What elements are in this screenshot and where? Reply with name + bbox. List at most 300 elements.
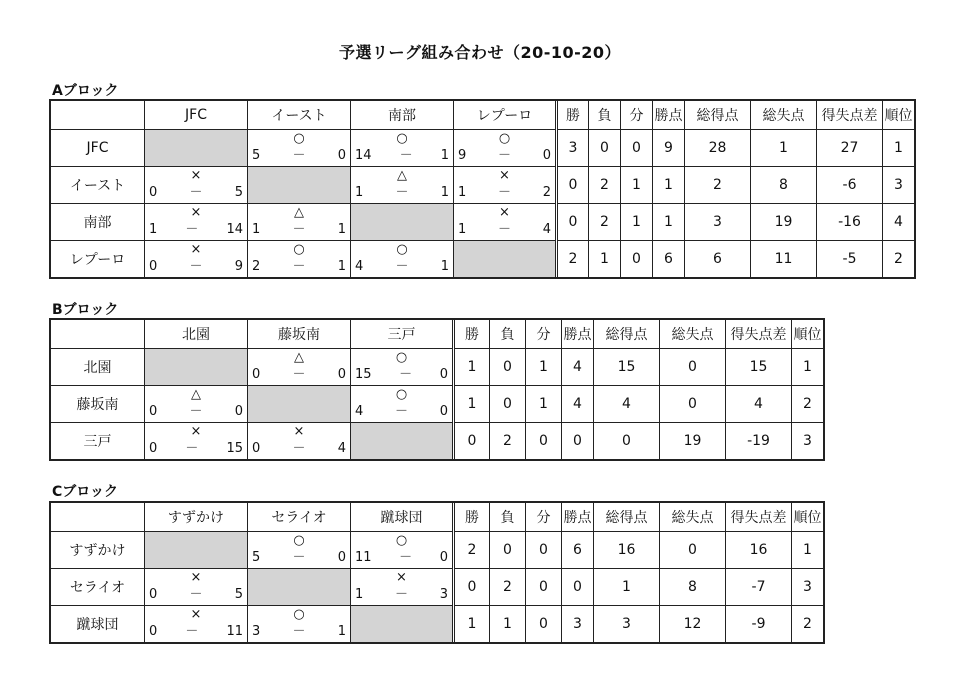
stat-cell: 4 — [562, 349, 594, 386]
block-c-table — [50, 502, 824, 643]
result-mark: △ — [397, 168, 407, 183]
stat-cell: 9 — [653, 130, 685, 167]
block-a-label: Aブロック — [52, 83, 119, 99]
self-match-cell — [145, 532, 248, 569]
goals-for: 1 — [149, 222, 158, 237]
stat-header: 総得点 — [685, 101, 751, 130]
self-match-cell — [248, 569, 351, 606]
team-row — [51, 130, 915, 167]
stat-cell: 3 — [562, 606, 594, 643]
match-result-cell — [248, 423, 351, 460]
goals-for: 0 — [149, 587, 158, 602]
stat-cell: 0 — [589, 130, 621, 167]
stat-cell: 1 — [751, 130, 817, 167]
score-dash: － — [399, 550, 413, 565]
score-dash: － — [292, 148, 306, 163]
result-mark: ○ — [498, 131, 511, 146]
result-mark: ○ — [395, 387, 408, 402]
match-result-cell — [351, 167, 454, 204]
match-result-cell — [145, 204, 248, 241]
match-result-cell — [145, 386, 248, 423]
stat-cell: 2 — [490, 569, 526, 606]
stat-cell: 2 — [685, 167, 751, 204]
self-match-cell — [351, 423, 454, 460]
stat-cell: 0 — [526, 532, 562, 569]
match-result-cell — [454, 204, 557, 241]
match-score — [149, 186, 243, 200]
stat-cell: 3 — [594, 606, 660, 643]
stat-cell: 4 — [883, 204, 915, 241]
result-mark: × — [499, 168, 510, 183]
score-dash: － — [185, 222, 199, 237]
team-row — [51, 241, 915, 278]
row-team-name: 三戸 — [51, 423, 145, 460]
stat-cell: 6 — [653, 241, 685, 278]
stat-cell: 0 — [526, 606, 562, 643]
match-result-cell — [145, 167, 248, 204]
goals-against: 9 — [234, 259, 243, 274]
stat-header: 分 — [526, 320, 562, 349]
goals-against: 1 — [337, 222, 346, 237]
block-a-table — [50, 100, 915, 278]
stat-cell: 8 — [751, 167, 817, 204]
stat-cell: 0 — [454, 423, 490, 460]
stat-cell: 0 — [660, 349, 726, 386]
goals-for: 0 — [149, 185, 158, 200]
stat-header: 勝点 — [562, 503, 594, 532]
match-score — [149, 405, 243, 419]
stat-cell: 3 — [685, 204, 751, 241]
column-team-header: レプーロ — [454, 101, 557, 130]
goals-for: 9 — [458, 148, 467, 163]
stat-cell: 3 — [883, 167, 915, 204]
match-result-cell — [351, 349, 454, 386]
stat-header: 順位 — [792, 503, 824, 532]
goals-for: 0 — [149, 624, 158, 639]
match-score — [149, 223, 243, 237]
block-b-label: Bブロック — [52, 302, 119, 318]
match-result-cell — [351, 386, 454, 423]
column-team-header: 蹴球団 — [351, 503, 454, 532]
goals-for: 3 — [252, 624, 261, 639]
result-mark: ○ — [396, 242, 408, 257]
goals-against: 1 — [440, 185, 449, 200]
team-row — [51, 349, 824, 386]
goals-against: 0 — [337, 367, 346, 382]
stat-cell: 1 — [454, 386, 490, 423]
column-team-header: セライオ — [248, 503, 351, 532]
match-result-cell — [248, 204, 351, 241]
column-team-header: すずかけ — [145, 503, 248, 532]
result-mark: △ — [294, 350, 304, 365]
match-result-cell — [248, 606, 351, 643]
stat-cell: 2 — [792, 606, 824, 643]
goals-for: 2 — [252, 259, 261, 274]
result-mark: ○ — [293, 131, 305, 146]
stat-cell: 4 — [726, 386, 792, 423]
result-mark: △ — [294, 205, 304, 220]
result-mark: × — [190, 424, 202, 439]
match-result-cell — [248, 241, 351, 278]
stat-cell: 1 — [589, 241, 621, 278]
stat-header: 得失点差 — [817, 101, 883, 130]
match-result-cell — [145, 423, 248, 460]
result-mark: × — [499, 205, 510, 220]
row-team-name: セライオ — [51, 569, 145, 606]
match-score — [149, 260, 243, 274]
stat-cell: 15 — [594, 349, 660, 386]
match-score — [355, 186, 449, 200]
stat-cell: -19 — [726, 423, 792, 460]
stat-cell: 1 — [454, 606, 490, 643]
stat-cell: 1 — [454, 349, 490, 386]
result-mark: × — [190, 570, 202, 585]
stat-header: 総失点 — [751, 101, 817, 130]
goals-for: 11 — [355, 550, 372, 565]
stat-cell: 6 — [685, 241, 751, 278]
goals-for: 5 — [252, 148, 261, 163]
match-result-cell — [248, 349, 351, 386]
score-dash: － — [292, 550, 306, 565]
goals-against: 0 — [439, 550, 448, 565]
match-score — [458, 149, 551, 163]
match-score — [149, 625, 243, 639]
match-score — [355, 149, 449, 163]
goals-against: 5 — [234, 185, 243, 200]
stat-cell: 15 — [726, 349, 792, 386]
match-result-cell — [351, 569, 454, 606]
goals-against: 0 — [439, 404, 448, 419]
stat-header: 負 — [490, 320, 526, 349]
match-result-cell — [454, 167, 557, 204]
goals-against: 1 — [440, 148, 449, 163]
score-dash: － — [292, 441, 306, 456]
match-score — [252, 368, 346, 382]
score-dash: － — [189, 587, 203, 602]
goals-for: 1 — [252, 222, 261, 237]
result-mark: ○ — [293, 533, 305, 548]
stat-header: 順位 — [792, 320, 824, 349]
score-dash: － — [189, 259, 203, 274]
team-row — [51, 423, 824, 460]
stat-cell: 19 — [660, 423, 726, 460]
self-match-cell — [351, 204, 454, 241]
match-score — [252, 551, 346, 565]
goals-for: 15 — [355, 367, 372, 382]
match-score — [355, 260, 449, 274]
goals-against: 0 — [337, 148, 346, 163]
corner-cell — [51, 503, 145, 532]
column-team-header: JFC — [145, 101, 248, 130]
stat-cell: 1 — [526, 386, 562, 423]
self-match-cell — [454, 241, 557, 278]
team-row — [51, 606, 824, 643]
goals-for: 14 — [355, 148, 372, 163]
goals-for: 1 — [458, 185, 467, 200]
match-result-cell — [351, 532, 454, 569]
result-mark: × — [293, 424, 305, 439]
stat-header: 総失点 — [660, 503, 726, 532]
stat-cell: 1 — [653, 167, 685, 204]
stat-cell: -5 — [817, 241, 883, 278]
score-dash: － — [189, 404, 203, 419]
result-mark: × — [190, 168, 202, 183]
goals-for: 0 — [149, 404, 158, 419]
page-title: 予選リーグ組み合わせ（20-10-20） — [338, 43, 622, 62]
goals-for: 1 — [355, 587, 364, 602]
match-score — [458, 186, 551, 200]
goals-against: 0 — [439, 367, 448, 382]
header-row — [51, 320, 824, 349]
stat-header: 勝 — [557, 101, 589, 130]
stat-cell: 0 — [490, 386, 526, 423]
stat-header: 勝 — [454, 503, 490, 532]
goals-against: 3 — [439, 587, 448, 602]
goals-for: 0 — [149, 441, 158, 456]
score-dash: － — [185, 441, 199, 456]
stat-cell: 0 — [562, 423, 594, 460]
stat-cell: 0 — [660, 532, 726, 569]
stat-header: 得失点差 — [726, 320, 792, 349]
match-score — [252, 625, 346, 639]
goals-against: 4 — [542, 222, 551, 237]
stat-cell: 0 — [557, 167, 589, 204]
goals-against: 14 — [226, 222, 243, 237]
stat-cell: 6 — [562, 532, 594, 569]
match-score — [355, 368, 448, 382]
column-team-header: 北園 — [145, 320, 248, 349]
stat-header: 総得点 — [594, 503, 660, 532]
stat-cell: 1 — [621, 204, 653, 241]
column-team-header: 藤坂南 — [248, 320, 351, 349]
goals-against: 2 — [542, 185, 551, 200]
self-match-cell — [145, 130, 248, 167]
stat-cell: -7 — [726, 569, 792, 606]
column-team-header: 三戸 — [351, 320, 454, 349]
result-mark: ○ — [395, 533, 408, 548]
match-score — [458, 223, 551, 237]
header-row — [51, 101, 915, 130]
stat-header: 負 — [589, 101, 621, 130]
stat-cell: 1 — [621, 167, 653, 204]
goals-for: 0 — [252, 441, 261, 456]
stat-cell: 1 — [594, 569, 660, 606]
match-result-cell — [454, 130, 557, 167]
header-row — [51, 503, 824, 532]
stat-cell: 0 — [621, 130, 653, 167]
stat-cell: 1 — [792, 349, 824, 386]
stat-cell: 12 — [660, 606, 726, 643]
stat-cell: 0 — [526, 569, 562, 606]
stat-header: 分 — [621, 101, 653, 130]
stat-cell: 1 — [792, 532, 824, 569]
stat-cell: 3 — [557, 130, 589, 167]
stat-cell: -16 — [817, 204, 883, 241]
match-score — [149, 588, 243, 602]
result-mark: × — [190, 242, 202, 257]
stat-cell: 0 — [621, 241, 653, 278]
self-match-cell — [351, 606, 454, 643]
match-score — [252, 260, 346, 274]
stat-cell: 2 — [557, 241, 589, 278]
self-match-cell — [248, 167, 351, 204]
score-dash: － — [292, 367, 306, 382]
stat-cell: 0 — [490, 349, 526, 386]
row-team-name: レプーロ — [51, 241, 145, 278]
goals-against: 4 — [337, 441, 346, 456]
stat-cell: 11 — [751, 241, 817, 278]
match-result-cell — [145, 606, 248, 643]
goals-against: 11 — [226, 624, 243, 639]
goals-for: 1 — [458, 222, 467, 237]
stat-cell: 16 — [726, 532, 792, 569]
team-row — [51, 167, 915, 204]
stat-header: 総失点 — [660, 320, 726, 349]
goals-for: 5 — [252, 550, 261, 565]
score-dash: － — [292, 624, 306, 639]
team-row — [51, 532, 824, 569]
self-match-cell — [145, 349, 248, 386]
self-match-cell — [248, 386, 351, 423]
result-mark: ○ — [396, 131, 408, 146]
team-row — [51, 204, 915, 241]
match-result-cell — [248, 532, 351, 569]
stat-cell: 8 — [660, 569, 726, 606]
result-mark: ○ — [293, 242, 305, 257]
row-team-name: すずかけ — [51, 532, 145, 569]
team-row — [51, 569, 824, 606]
goals-against: 0 — [234, 404, 243, 419]
row-team-name: JFC — [51, 130, 145, 167]
team-row — [51, 386, 824, 423]
stat-cell: 3 — [792, 423, 824, 460]
stat-cell: 0 — [660, 386, 726, 423]
stat-cell: 16 — [594, 532, 660, 569]
goals-against: 0 — [542, 148, 551, 163]
match-result-cell — [248, 130, 351, 167]
score-dash: － — [292, 222, 306, 237]
corner-cell — [51, 320, 145, 349]
stat-cell: -6 — [817, 167, 883, 204]
goals-against: 1 — [440, 259, 449, 274]
stat-header: 勝点 — [562, 320, 594, 349]
goals-against: 1 — [337, 259, 346, 274]
match-score — [355, 405, 448, 419]
column-team-header: 南部 — [351, 101, 454, 130]
score-dash: － — [292, 259, 306, 274]
stat-cell: 2 — [454, 532, 490, 569]
score-dash: － — [497, 148, 511, 163]
match-result-cell — [145, 241, 248, 278]
row-team-name: 北園 — [51, 349, 145, 386]
row-team-name: 南部 — [51, 204, 145, 241]
goals-for: 0 — [252, 367, 261, 382]
stat-cell: 0 — [557, 204, 589, 241]
result-mark: ○ — [395, 350, 408, 365]
result-mark: △ — [191, 387, 201, 402]
stat-cell: 2 — [589, 204, 621, 241]
result-mark: × — [396, 570, 407, 585]
row-team-name: イースト — [51, 167, 145, 204]
match-score — [252, 149, 346, 163]
stat-cell: 0 — [526, 423, 562, 460]
stat-header: 勝点 — [653, 101, 685, 130]
stat-header: 負 — [490, 503, 526, 532]
score-dash: － — [394, 587, 408, 602]
stat-cell: -9 — [726, 606, 792, 643]
stat-cell: 4 — [562, 386, 594, 423]
score-dash: － — [399, 367, 413, 382]
stat-cell: 1 — [883, 130, 915, 167]
stat-header: 勝 — [454, 320, 490, 349]
match-score — [252, 442, 346, 456]
score-dash: － — [394, 404, 408, 419]
stat-cell: 1 — [526, 349, 562, 386]
goals-against: 5 — [234, 587, 243, 602]
corner-cell — [51, 101, 145, 130]
stat-cell: 27 — [817, 130, 883, 167]
score-dash: － — [399, 148, 413, 163]
score-dash: － — [395, 259, 409, 274]
goals-for: 4 — [355, 259, 364, 274]
stat-cell: 4 — [594, 386, 660, 423]
result-mark: ○ — [293, 607, 305, 622]
stat-cell: 0 — [490, 532, 526, 569]
stat-cell: 1 — [653, 204, 685, 241]
score-dash: － — [185, 624, 199, 639]
match-result-cell — [351, 241, 454, 278]
goals-for: 4 — [355, 404, 364, 419]
match-result-cell — [145, 569, 248, 606]
match-score — [149, 442, 243, 456]
row-team-name: 蹴球団 — [51, 606, 145, 643]
stat-cell: 19 — [751, 204, 817, 241]
goals-for: 1 — [355, 185, 364, 200]
stat-header: 分 — [526, 503, 562, 532]
score-dash: － — [497, 185, 511, 200]
match-score — [252, 223, 346, 237]
stat-header: 総得点 — [594, 320, 660, 349]
score-dash: － — [497, 222, 511, 237]
stat-cell: 1 — [490, 606, 526, 643]
score-dash: － — [189, 185, 203, 200]
result-mark: × — [190, 205, 202, 220]
stat-header: 得失点差 — [726, 503, 792, 532]
score-dash: － — [395, 185, 409, 200]
stat-cell: 2 — [792, 386, 824, 423]
match-score — [355, 551, 448, 565]
stat-cell: 2 — [589, 167, 621, 204]
match-result-cell — [351, 130, 454, 167]
match-score — [355, 588, 448, 602]
stat-cell: 0 — [454, 569, 490, 606]
column-team-header: イースト — [248, 101, 351, 130]
stat-cell: 28 — [685, 130, 751, 167]
block-b-table — [50, 319, 824, 460]
goals-against: 15 — [226, 441, 243, 456]
stat-cell: 3 — [792, 569, 824, 606]
goals-against: 0 — [337, 550, 346, 565]
goals-against: 1 — [337, 624, 346, 639]
stat-cell: 2 — [883, 241, 915, 278]
stat-cell: 2 — [490, 423, 526, 460]
row-team-name: 藤坂南 — [51, 386, 145, 423]
stat-cell: 0 — [562, 569, 594, 606]
stat-cell: 0 — [594, 423, 660, 460]
stat-header: 順位 — [883, 101, 915, 130]
block-c-label: Cブロック — [52, 484, 118, 500]
goals-for: 0 — [149, 259, 158, 274]
